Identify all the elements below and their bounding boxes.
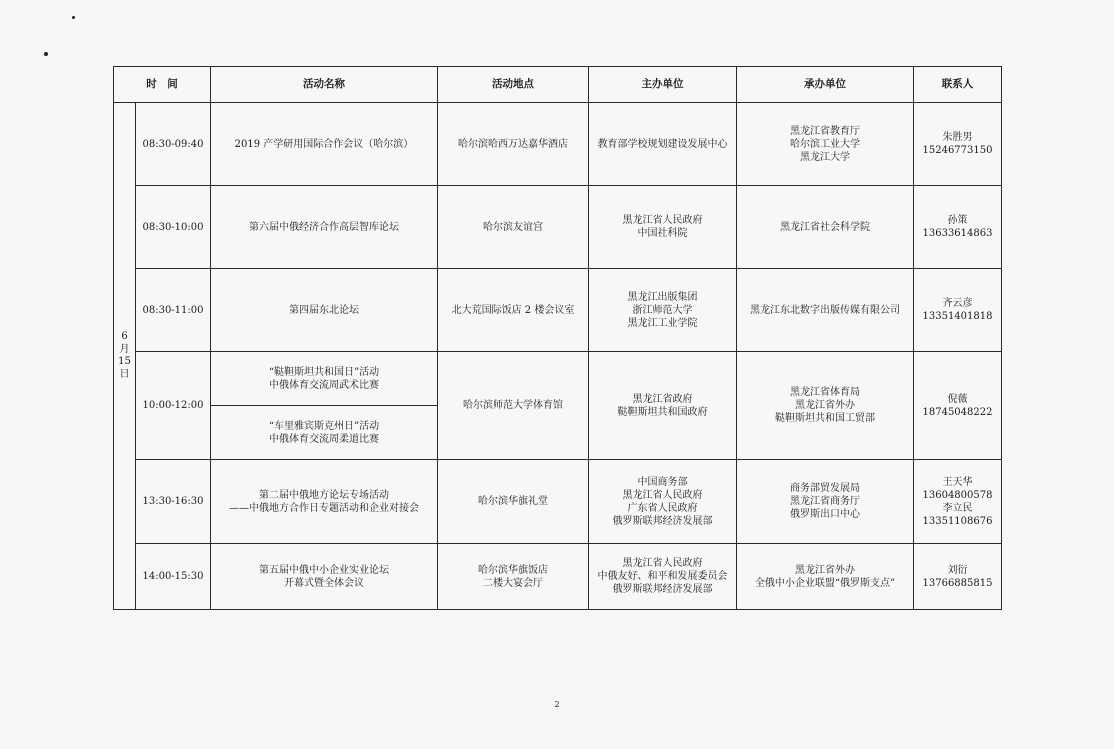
contact-line: 刘衍 xyxy=(947,564,968,576)
header-location: 活动地点 xyxy=(438,67,589,103)
table-row xyxy=(114,352,1002,406)
contact-cell xyxy=(914,352,1002,460)
event-line: “鞑靼斯坦共和国日”活动 xyxy=(268,366,380,378)
event-line: “车里雅宾斯克州日”活动 xyxy=(268,420,380,432)
location-line: 哈尔滨师范大学体育馆 xyxy=(463,400,563,411)
schedule-table xyxy=(113,66,1002,610)
scan-speck xyxy=(44,52,48,56)
time-cell: 13:30-16:30 xyxy=(136,460,211,544)
location-line: 二楼大宴会厅 xyxy=(483,577,543,589)
contact-line: 15246773150 xyxy=(922,145,993,156)
contact-line: 18745048222 xyxy=(922,406,993,418)
event-line: 第四届东北论坛 xyxy=(289,304,359,316)
organizer-line: 商务部贸发展局 xyxy=(790,483,860,494)
location-line: 哈尔滨华旗饭店 xyxy=(478,564,548,576)
host-cell xyxy=(589,269,737,352)
host-line: 俄罗斯联邦经济发展部 xyxy=(612,515,713,527)
contact-line: 李立民 xyxy=(942,502,973,514)
event-cell xyxy=(211,406,438,460)
event-cell xyxy=(211,103,438,186)
organizer-line: 黑龙江省外办 xyxy=(795,564,855,576)
table-row xyxy=(114,186,1002,269)
organizer-line: 黑龙江省社会科学院 xyxy=(780,221,870,233)
host-line: 黑龙江省人民政府 xyxy=(622,215,703,226)
contact-cell xyxy=(914,186,1002,269)
contact-line: 13604800578 xyxy=(922,489,993,501)
event-line: 开幕式暨全体会议 xyxy=(284,577,364,589)
organizer-line: 黑龙江省教育厅 xyxy=(790,125,860,137)
location-cell xyxy=(438,103,589,186)
host-line: 黑龙江出版集团 xyxy=(627,291,698,303)
host-line: 黑龙江省人民政府 xyxy=(622,558,703,569)
host-line: 黑龙江工业学院 xyxy=(627,317,698,329)
time-cell: 14:00-15:30 xyxy=(136,544,211,610)
host-cell xyxy=(589,186,737,269)
location-cell xyxy=(438,186,589,269)
host-cell xyxy=(589,103,737,186)
location-cell xyxy=(438,352,589,460)
host-cell xyxy=(589,352,737,460)
event-line: 第五届中俄中小企业实业论坛 xyxy=(259,564,389,576)
event-cell xyxy=(211,460,438,544)
event-cell xyxy=(211,544,438,610)
location-cell xyxy=(438,269,589,352)
contact-line: 朱胜男 xyxy=(942,132,973,143)
contact-line: 13351108676 xyxy=(922,515,993,527)
host-line: 俄罗斯联邦经济发展部 xyxy=(612,584,713,595)
organizer-cell xyxy=(737,103,914,186)
contact-line: 倪薇 xyxy=(947,393,968,405)
location-cell xyxy=(438,460,589,544)
event-line: 中俄体育交流周武术比赛 xyxy=(269,379,379,391)
header-row xyxy=(114,67,1002,103)
event-line: 第二届中俄地方论坛专场活动 xyxy=(259,489,389,501)
contact-cell xyxy=(914,269,1002,352)
event-line: ——中俄地方合作日专题活动和企业对接会 xyxy=(229,502,419,514)
table-row xyxy=(114,544,1002,610)
organizer-line: 黑龙江大学 xyxy=(800,151,850,163)
table-row xyxy=(114,269,1002,352)
host-line: 中国商务部 xyxy=(637,476,688,488)
organizer-cell xyxy=(737,352,914,460)
event-cell xyxy=(211,186,438,269)
contact-line: 王天华 xyxy=(942,476,973,488)
table-row xyxy=(114,103,1002,186)
organizer-line: 黑龙江东北数字出版传媒有限公司 xyxy=(750,304,900,316)
header-organizer: 承办单位 xyxy=(737,67,914,103)
event-line: 中俄体育交流周柔道比赛 xyxy=(269,433,379,445)
time-cell: 10:00-12:00 xyxy=(136,352,211,460)
organizer-line: 俄罗斯出口中心 xyxy=(790,509,860,520)
event-line: 2019 产学研用国际合作会议（哈尔滨） xyxy=(234,138,414,150)
contact-line: 齐云彦 xyxy=(942,298,973,309)
location-line: 北大荒国际饭店 2 楼会议室 xyxy=(451,304,575,316)
organizer-line: 黑龙江省体育局 xyxy=(790,387,860,398)
event-line: 第六届中俄经济合作高层智库论坛 xyxy=(249,221,399,233)
time-cell: 08:30-11:00 xyxy=(136,269,211,352)
host-line: 中俄友好、和平和发展委员会 xyxy=(597,571,728,582)
location-line: 哈尔滨哈西万达嘉华酒店 xyxy=(458,138,568,150)
contact-line: 13633614863 xyxy=(922,228,993,239)
contact-line: 13351401818 xyxy=(922,311,993,322)
header-event: 活动名称 xyxy=(211,67,438,103)
host-cell xyxy=(589,460,737,544)
contact-line: 13766885815 xyxy=(922,577,993,589)
event-cell xyxy=(211,269,438,352)
date-cell xyxy=(114,103,136,610)
date-char: 日 xyxy=(119,368,130,380)
time-cell: 08:30-09:40 xyxy=(136,103,211,186)
organizer-line: 鞑靼斯坦共和国工贸部 xyxy=(775,413,875,424)
location-line: 哈尔滨友谊宫 xyxy=(483,221,543,233)
contact-cell xyxy=(914,544,1002,610)
organizer-line: 全俄中小企业联盟“俄罗斯支点” xyxy=(754,577,896,589)
header-time: 时 间 xyxy=(114,67,211,103)
organizer-cell xyxy=(737,460,914,544)
header-host: 主办单位 xyxy=(589,67,737,103)
date-char: 月 xyxy=(119,343,130,355)
organizer-line: 黑龙江省商务厅 xyxy=(790,496,860,507)
page-number: 2 xyxy=(554,700,560,709)
host-line: 黑龙江省政府 xyxy=(632,393,693,405)
organizer-cell xyxy=(737,544,914,610)
contact-line: 孙策 xyxy=(947,215,968,226)
organizer-line: 哈尔滨工业大学 xyxy=(790,138,860,150)
header-contact: 联系人 xyxy=(914,67,1002,103)
host-line: 中国社科院 xyxy=(637,228,688,239)
host-line: 浙江师范大学 xyxy=(632,304,693,316)
date-char: 15 xyxy=(118,356,131,367)
table-row xyxy=(114,460,1002,544)
organizer-cell xyxy=(737,269,914,352)
location-cell xyxy=(438,544,589,610)
contact-cell xyxy=(914,103,1002,186)
contact-cell xyxy=(914,460,1002,544)
organizer-line: 黑龙江省外办 xyxy=(795,400,855,411)
organizer-cell xyxy=(737,186,914,269)
event-cell xyxy=(211,352,438,406)
host-line: 鞑靼斯坦共和国政府 xyxy=(617,406,708,418)
host-line: 黑龙江省人民政府 xyxy=(622,489,703,501)
host-line: 教育部学校规划建设发展中心 xyxy=(597,138,728,150)
host-line: 广东省人民政府 xyxy=(627,502,698,514)
time-cell: 08:30-10:00 xyxy=(136,186,211,269)
date-char: 6 xyxy=(121,331,128,342)
scan-speck xyxy=(72,16,75,19)
host-cell xyxy=(589,544,737,610)
location-line: 哈尔滨华旗礼堂 xyxy=(478,496,548,507)
